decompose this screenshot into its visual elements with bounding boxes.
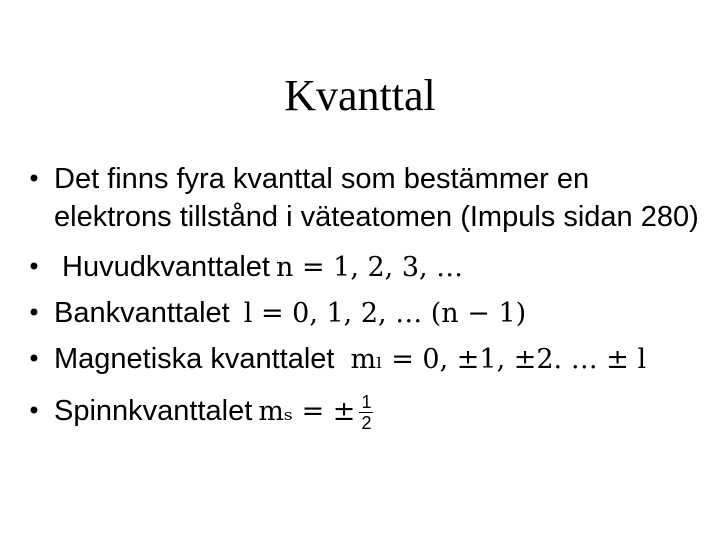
bullet-dot-icon: •: [26, 165, 42, 193]
bullet-dot-icon: •: [26, 253, 42, 281]
bullet-5-content: [54, 392, 373, 433]
bullet-2-text: Huvudkvanttalet: [62, 251, 270, 283]
bullet-1-line-2: elektrons tillstånd i väteatomen (Impuls sidan 280): [54, 201, 699, 233]
bullet-2-formula: n = 1, 2, 3, …: [275, 252, 464, 283]
bullet-dot-icon: •: [26, 345, 42, 373]
bullet-2-content: [62, 248, 463, 287]
bullet-5-formula: mₛ = ±: [258, 396, 356, 428]
slide-title: Kvanttal: [284, 71, 436, 120]
bullet-dot-icon: •: [26, 397, 42, 425]
bullet-4-content: [54, 340, 646, 379]
bullet-5-text: Spinnkvanttalet: [54, 395, 253, 428]
bullet-4-formula: mₗ = 0, ±1, ±2. … ± l: [350, 344, 647, 375]
bullet-4-text: Magnetiska kvanttalet: [54, 343, 335, 375]
bullet-dot-icon: •: [26, 299, 42, 327]
bullet-3-text: Bankvanttalet: [54, 297, 230, 329]
bullet-3-content: [54, 294, 526, 333]
fraction-numerator: 1: [361, 392, 372, 412]
fraction-denominator: 2: [361, 413, 372, 433]
bullet-1-line-1: Det finns fyra kvanttal som bestämmer en: [54, 163, 590, 195]
bullet-5-fraction: [359, 392, 373, 433]
bullet-3-formula: l = 0, 1, 2, … (n − 1): [243, 298, 527, 329]
